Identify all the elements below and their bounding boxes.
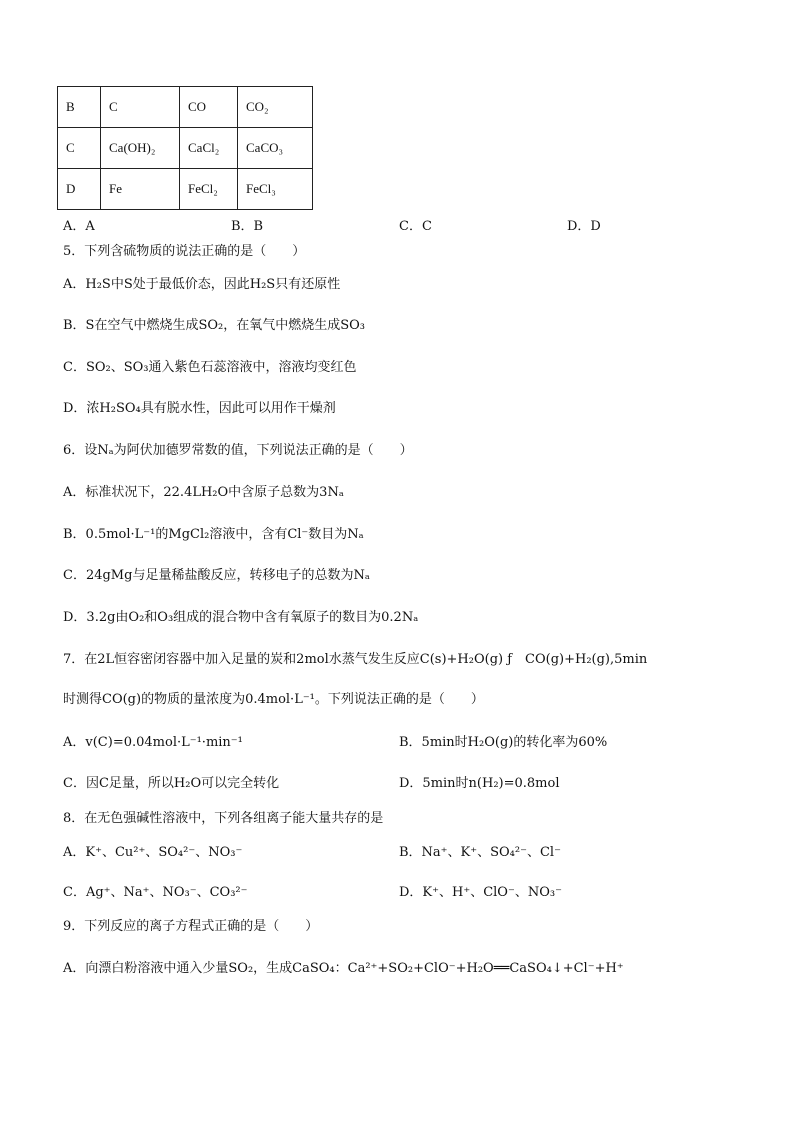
option-d: D．3.2g由O₂和O₃组成的混合物中含有氧原子的数目为0.2Nₐ	[63, 610, 419, 625]
question-stem: 7．在2L恒容密闭容器中加入足量的炭和2mol水蒸气发生反应C(s)+H₂O(g) ƒ CO(g)+H₂(g),5min	[63, 652, 648, 667]
choice-b: B．B	[231, 219, 264, 234]
option-a: A．v(C)=0.04mol·L⁻¹·min⁻¹	[63, 735, 243, 750]
option-b: B．0.5mol·L⁻¹的MgCl₂溶液中，含有Cl⁻数目为Nₐ	[63, 527, 364, 542]
option-b: B．5min时H₂O(g)的转化率为60%	[399, 735, 608, 750]
table-cell: C	[58, 128, 101, 169]
table-cell: D	[58, 169, 101, 210]
table-cell: FeCl₃	[238, 169, 313, 210]
option-c: C．Ag⁺、Na⁺、NO₃⁻、CO₃²⁻	[63, 885, 248, 900]
option-d: D．浓H₂SO₄具有脱水性，因此可以用作干燥剂	[63, 401, 336, 416]
table-cell: Fe	[101, 169, 180, 210]
question-stem: 9．下列反应的离子方程式正确的是（ ）	[63, 919, 319, 934]
table-cell: CO₂	[238, 87, 313, 128]
question-stem-cont: 时测得CO(g)的物质的量浓度为0.4mol·L⁻¹。下列说法正确的是（ ）	[63, 692, 484, 707]
table-row	[58, 87, 313, 128]
table-cell: CaCl₂	[180, 128, 238, 169]
option-d: D．K⁺、H⁺、ClO⁻、NO₃⁻	[399, 885, 562, 900]
question-stem: 8．在无色强碱性溶液中，下列各组离子能大量共存的是	[63, 811, 384, 826]
question-stem: 5．下列含硫物质的说法正确的是（ ）	[63, 244, 306, 259]
option-a: A．K⁺、Cu²⁺、SO₄²⁻、NO₃⁻	[63, 845, 243, 860]
choice-a: A．A	[63, 219, 95, 234]
table-cell: B	[58, 87, 101, 128]
option-d: D．5min时n(H₂)=0.8mol	[399, 776, 560, 791]
table-row	[58, 128, 313, 169]
question-stem: 6．设Nₐ为阿伏加德罗常数的值，下列说法正确的是（ ）	[63, 443, 413, 458]
option-a: A．向漂白粉溶液中通入少量SO₂，生成CaSO₄：Ca²⁺+SO₂+ClO⁻+H₂O══CaSO₄↓+Cl⁻+H⁺	[63, 961, 624, 976]
table-cell: Ca(OH)₂	[101, 128, 180, 169]
table-cell: CaCO₃	[238, 128, 313, 169]
option-b: B．Na⁺、K⁺、SO₄²⁻、Cl⁻	[399, 845, 561, 860]
options-table	[57, 86, 313, 210]
option-a: A．H₂S中S处于最低价态，因此H₂S只有还原性	[63, 277, 341, 292]
option-a: A．标准状况下，22.4LH₂O中含原子总数为3Nₐ	[63, 485, 344, 500]
choice-d: D．D	[567, 219, 601, 234]
table-cell: C	[101, 87, 180, 128]
table-cell: FeCl₂	[180, 169, 238, 210]
choice-c: C．C	[399, 219, 432, 234]
option-c: C．24gMg与足量稀盐酸反应，转移电子的总数为Nₐ	[63, 568, 370, 583]
table-cell: CO	[180, 87, 238, 128]
option-b: B．S在空气中燃烧生成SO₂，在氧气中燃烧生成SO₃	[63, 318, 366, 333]
table-row	[58, 169, 313, 210]
option-c: C．因C足量，所以H₂O可以完全转化	[63, 776, 280, 791]
option-c: C．SO₂、SO₃通入紫色石蕊溶液中，溶液均变红色	[63, 360, 357, 375]
